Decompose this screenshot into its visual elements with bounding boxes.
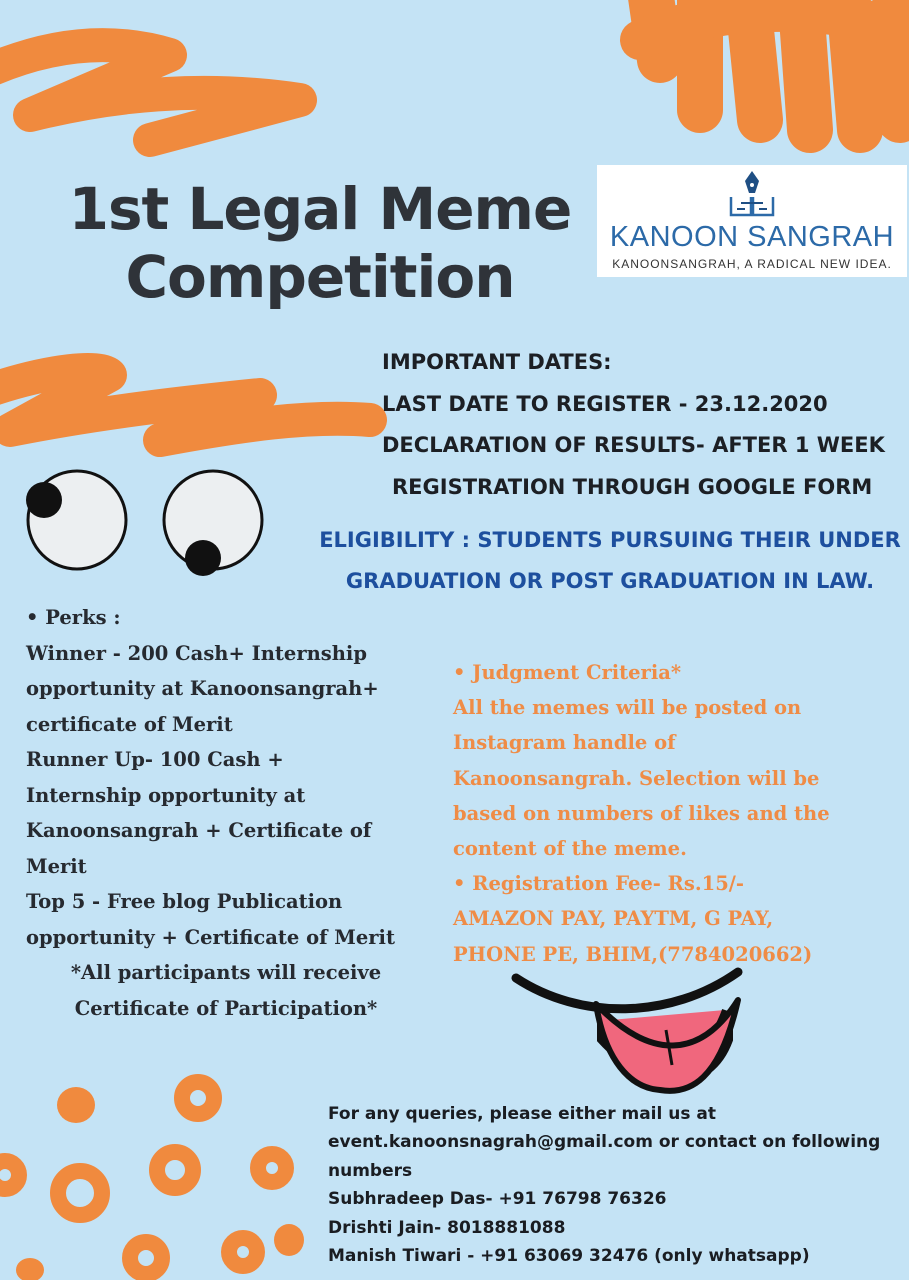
title-line-2: Competition xyxy=(125,243,515,311)
pen-nib-scales-icon xyxy=(725,167,779,219)
perks-section xyxy=(26,600,426,1026)
eligibility-line-2: GRADUATION OR POST GRADUATION IN LAW. xyxy=(345,569,875,593)
judgment-line: Kanoonsangrah. Selection will be xyxy=(453,766,820,790)
payment-methods: AMAZON PAY, PAYTM, G PAY, xyxy=(453,907,774,931)
perks-line: opportunity at Kanoonsangrah+ xyxy=(26,677,379,700)
payment-number: PHONE PE, BHIM,(7784020662) xyxy=(453,942,813,966)
smile-with-tongue xyxy=(516,972,738,1091)
cartoon-eyes xyxy=(26,471,262,576)
judgment-section xyxy=(453,655,830,972)
perks-line: Kanoonsangrah + Certificate of xyxy=(26,819,372,842)
important-dates xyxy=(382,342,885,508)
title-line-1: 1st Legal Meme xyxy=(68,175,572,243)
contact-person: Subhradeep Das- +91 76798 76326 xyxy=(328,1189,667,1210)
contact-person: Drishti Jain- 8018881088 xyxy=(328,1217,566,1238)
perks-line: Top 5 - Free blog Publication xyxy=(26,890,343,913)
participation-note-1: *All participants will receive xyxy=(70,961,382,984)
registration-fee: • Registration Fee- Rs.15/- xyxy=(453,872,744,896)
logo-name: KANOON SANGRAH xyxy=(609,221,895,253)
perks-line: Runner Up- 100 Cash + xyxy=(26,748,284,771)
judgment-line: based on numbers of likes and the xyxy=(453,801,830,825)
kanoon-sangrah-logo xyxy=(597,165,907,277)
right-eye-pupil xyxy=(185,540,221,576)
logo-tagline: KANOONSANGRAH, A RADICAL NEW IDEA. xyxy=(612,257,892,271)
contact-email-line: event.kanoonsnagrah@gmail.com or contact on following xyxy=(328,1132,881,1153)
perks-line: Merit xyxy=(26,854,87,878)
perks-line: Winner - 200 Cash+ Internship xyxy=(26,641,367,665)
judgment-line: content of the meme. xyxy=(453,837,687,861)
dates-heading: IMPORTANT DATES: xyxy=(382,350,612,374)
orange-dots xyxy=(0,1082,286,1274)
contact-person: Manish Tiwari - +91 63069 32476 (only whatsapp) xyxy=(328,1246,810,1267)
perks-heading: • Perks : xyxy=(26,606,121,629)
participation-note-2: Certificate of Participation* xyxy=(74,996,378,1020)
last-date-register: LAST DATE TO REGISTER - 23.12.2020 xyxy=(382,391,828,416)
contact-section xyxy=(328,1100,909,1270)
judgment-line: All the memes will be posted on xyxy=(453,696,802,720)
judgment-line: Instagram handle of xyxy=(453,731,676,755)
orange-brush-stroke-middle xyxy=(0,370,370,440)
eligibility xyxy=(300,520,909,602)
left-eye-pupil xyxy=(26,482,62,518)
orange-brush-stroke-top-left xyxy=(0,45,300,140)
judgment-line: • Judgment Criteria* xyxy=(453,661,682,684)
perks-line: Internship opportunity at xyxy=(26,783,306,807)
perks-line: certificate of Merit xyxy=(26,712,233,736)
results-declaration: DECLARATION OF RESULTS- AFTER 1 WEEK xyxy=(382,433,885,457)
registration-form: REGISTRATION THROUGH GOOGLE FORM xyxy=(392,474,873,499)
contact-line: numbers xyxy=(328,1160,413,1181)
eligibility-line-1: ELIGIBILITY : STUDENTS PURSUING THEIR UNDER xyxy=(319,528,901,552)
perks-line: opportunity + Certificate of Merit xyxy=(26,925,395,949)
page-title xyxy=(50,175,590,311)
contact-line: For any queries, please either mail us at xyxy=(328,1104,716,1124)
